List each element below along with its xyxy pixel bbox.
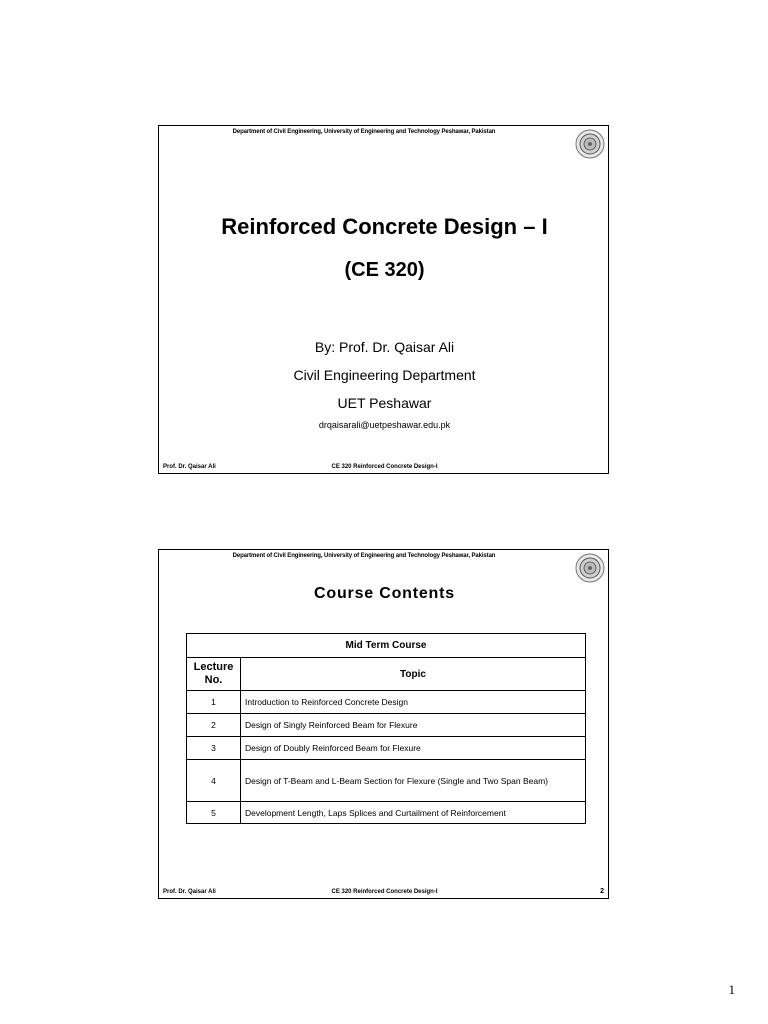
footer-course: CE 320 Reinforced Concrete Design-I [331,889,438,895]
department-header: Department of Civil Engineering, University of Engineering and Technology Peshawar, Pakistan [232,553,496,559]
university-seal-icon [575,553,605,583]
email: drqaisarali@uetpeshawar.edu.pk [318,420,451,430]
table-row [187,760,586,802]
lecture-topic: Design of Singly Reinforced Beam for Flexure [241,714,586,737]
department: Civil Engineering Department [293,367,476,383]
lecture-topic: Design of Doubly Reinforced Beam for Flexure [241,737,586,760]
table-caption-row [187,634,586,658]
page-number: 1 [728,982,735,997]
table-caption: Mid Term Course [187,634,586,658]
slide-number: 2 [600,888,604,895]
footer-author: Prof. Dr. Qaisar Ali [163,464,216,470]
table-row [187,714,586,737]
lecture-topic: Design of T-Beam and L-Beam Section for Flexure (Single and Two Span Beam) [241,760,586,802]
lecture-number: 5 [187,802,241,824]
col-topic-header: Topic [241,658,586,691]
contents-title: Course Contents [314,585,455,602]
course-table [186,633,586,824]
author: By: Prof. Dr. Qaisar Ali [314,339,455,355]
lecture-number: 1 [187,691,241,714]
col-lecture-header: Lecture No. [187,658,241,691]
university-seal-icon [575,129,605,159]
lecture-number: 2 [187,714,241,737]
course-title: Reinforced Concrete Design – I [221,214,548,239]
table-row [187,691,586,714]
institution: UET Peshawar [337,395,432,411]
lecture-topic: Introduction to Reinforced Concrete Design [241,691,586,714]
slide-title [158,125,609,474]
lecture-number: 4 [187,760,241,802]
table-header-row [187,658,586,691]
department-header: Department of Civil Engineering, University of Engineering and Technology Peshawar, Pakistan [232,129,496,135]
footer-author: Prof. Dr. Qaisar Ali [163,889,216,895]
footer-course: CE 320 Reinforced Concrete Design-I [331,464,438,470]
course-code: (CE 320) [344,259,425,281]
lecture-topic: Development Length, Laps Splices and Curtailment of Reinforcement [241,802,586,824]
lecture-number: 3 [187,737,241,760]
slide-course-contents [158,549,609,899]
table-row [187,737,586,760]
table-row [187,802,586,824]
